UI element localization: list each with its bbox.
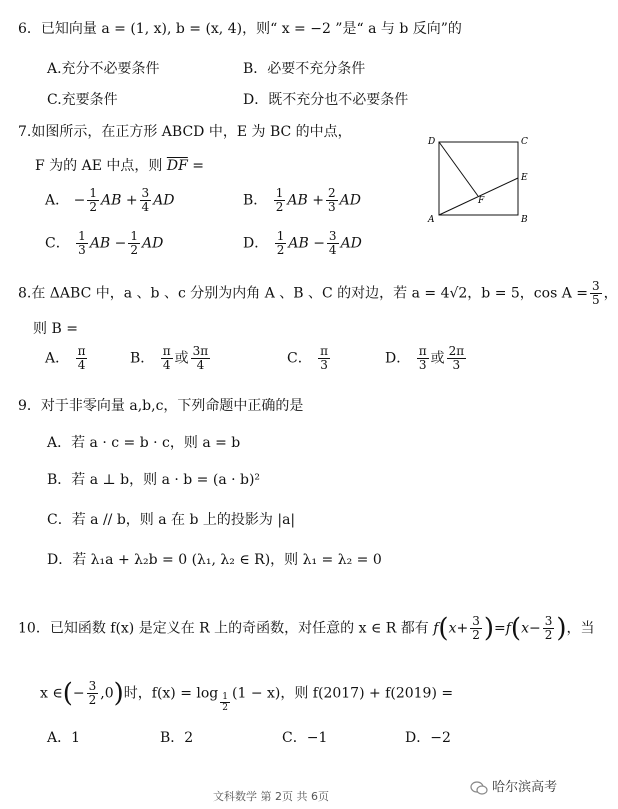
q8-c-frac: $\frac{\pi}{3}$: [320, 344, 329, 372]
q7-a-frac2: $\frac{3}{4}$: [141, 186, 150, 214]
page-footer: 文科数学 第 2页 共 6页: [213, 790, 329, 803]
q9-option-b: B．若 a ⊥ b，则 a · b = (a · b)²: [47, 472, 261, 488]
q6-option-a: A.充分不必要条件: [47, 61, 160, 77]
q10-frac-3-2-a: $\frac{3}{2}$: [472, 614, 480, 642]
label-b: B: [521, 215, 528, 225]
q6-option-d: D．既不充分也不必要条件: [243, 92, 409, 108]
q10-x-minus: x−: [521, 620, 541, 637]
q7-c-label: C．: [45, 235, 70, 252]
q10-comma: ，当: [566, 620, 595, 637]
q10-option-c: C．−1: [282, 730, 328, 746]
q8-option-a: [45, 345, 89, 372]
q7-stem-line2: [35, 155, 204, 175]
q10-stem2-end: (1 − x)，则 f(2017) + f(2019) =: [232, 685, 454, 702]
segment-df: [439, 142, 478, 196]
q8-stem1-text: 8.在 ΔABC 中，a 、b 、c 分别为内角 A 、B 、C 的对边，若 a = 4√2，b = 5，cos A =: [18, 285, 589, 302]
q7-a-vec-ab: AB: [100, 192, 122, 209]
q10-paren-close-1: ): [483, 613, 494, 644]
q10-option-b: B．2: [160, 730, 194, 746]
q7-vector-df: $\overline{DF}$: [166, 158, 188, 174]
q10-x-plus: x+: [448, 620, 469, 637]
q10-stem2-when: 时，f(x) = log: [123, 685, 219, 702]
q7-b-frac2: $\frac{2}{3}$: [327, 186, 336, 214]
q7-a-frac1: $\frac{1}{2}$: [89, 186, 97, 214]
q10-neg: −: [72, 685, 85, 702]
q10-paren-close-3: ): [113, 678, 124, 709]
q10-frac-3-2-b: $\frac{3}{2}$: [544, 614, 553, 642]
q10-stem1-text: 10．已知函数 f(x) 是定义在 R 上的奇函数，对任意的 x ∈ R 都有: [18, 620, 429, 637]
q7-option-d: [243, 230, 362, 257]
q7-a-vec-ad: AD: [153, 192, 175, 209]
q10-paren-open-1: (: [438, 613, 449, 644]
q10-option-a: A．1: [47, 730, 81, 746]
q8-option-c: [287, 345, 332, 372]
q7-a-minus: −: [73, 192, 86, 209]
q9-option-d: D．若 λ₁a + λ₂b = 0 (λ₁, λ₂ ∈ R)，则 λ₁ = λ₂ = 0: [47, 552, 382, 568]
q7-c-vec-ad: AD: [142, 235, 164, 252]
q8-b-frac2: $\frac{3\pi}{4}$: [192, 344, 209, 372]
q10-f2: f: [505, 620, 511, 637]
q10-option-d: D．−2: [405, 730, 451, 746]
q8-d-label: D．: [385, 350, 411, 367]
q8-stem1-end: ，: [603, 285, 618, 302]
q7-a-plus: +: [125, 192, 138, 209]
q8-d-frac1: $\frac{\pi}{3}$: [418, 344, 427, 372]
q7-c-frac1: $\frac{1}{3}$: [78, 229, 86, 257]
q7-a-label: A．: [45, 192, 70, 209]
q7-d-vec-ad: AD: [340, 235, 362, 252]
label-c: C: [521, 137, 528, 147]
q7-stem2-text: F 为的 AE 中点，则: [35, 158, 163, 174]
q7-c-frac2: $\frac{1}{2}$: [130, 229, 139, 257]
wechat-icon: [470, 780, 488, 796]
label-d: D: [428, 137, 436, 147]
q8-d-or: 或: [430, 350, 445, 367]
q6-option-b: B．必要不充分条件: [243, 61, 366, 77]
q7-c-minus: −: [114, 235, 127, 252]
q6-option-c: C.充要条件: [47, 92, 118, 108]
q10-frac-3-2-c: $\frac{3}{2}$: [88, 679, 97, 707]
q7-b-plus: +: [312, 192, 324, 209]
q8-cos-fraction: $\frac{3}{5}$: [592, 279, 600, 307]
q10-stem-line2: [40, 680, 453, 713]
q8-option-b: [130, 345, 212, 372]
q7-d-minus: −: [313, 235, 325, 252]
q9-option-c: C．若 a // b，则 a 在 b 上的投影为 |a|: [47, 512, 296, 528]
label-e: E: [521, 173, 528, 183]
q7-square-figure: [420, 132, 540, 228]
q7-b-vec-ab: AB: [287, 192, 308, 209]
q7-b-frac1: $\frac{1}{2}$: [275, 186, 284, 214]
q10-paren-open-2: (: [510, 613, 522, 644]
q7-b-label: B．: [243, 192, 268, 209]
watermark: [470, 776, 557, 796]
q7-option-a: [45, 187, 175, 214]
q8-b-frac1: $\frac{\pi}{4}$: [162, 344, 171, 372]
q7-d-label: D．: [243, 235, 269, 252]
q7-d-frac2: $\frac{3}{4}$: [328, 229, 337, 257]
q7-option-b: [243, 187, 361, 214]
q9-option-a: A．若 a · c = b · c，则 a = b: [47, 435, 241, 451]
q8-stem-line1: [18, 280, 618, 307]
q7-b-vec-ad: AD: [339, 192, 361, 209]
q7-d-frac1: $\frac{1}{2}$: [276, 229, 285, 257]
q10-eq: =: [494, 620, 506, 637]
q10-paren-close-2: ): [556, 613, 567, 644]
q10-log-base: $\frac{1}{2}$: [222, 691, 228, 713]
q8-a-frac: $\frac{\pi}{4}$: [77, 344, 86, 372]
q8-option-d: [385, 345, 468, 372]
q9-stem: 9．对于非零向量 a,b,c，下列命题中正确的是: [18, 398, 304, 414]
q10-x-in: x ∈: [40, 685, 63, 702]
q7-d-vec-ab: AB: [288, 235, 309, 252]
q8-d-frac2: $\frac{2\pi}{3}$: [448, 344, 465, 372]
q10-paren-open-3: (: [62, 678, 73, 709]
q7-stem-line1: 7.如图所示，在正方形 ABCD 中，E 为 BC 的中点，: [18, 124, 352, 140]
q10-f1: f: [433, 620, 439, 637]
q6-stem: 6．已知向量 a = (1, x), b = (x, 4)，则“ x = −2 ”是“ a 与 b 反向”的: [18, 21, 462, 37]
q7-option-c: [45, 230, 163, 257]
q8-a-label: A．: [45, 350, 70, 367]
q7-c-vec-ab: AB: [89, 235, 111, 252]
q10-zero: ,0: [100, 685, 114, 702]
label-f: F: [478, 196, 485, 206]
label-a: A: [428, 215, 435, 225]
q8-b-or: 或: [174, 350, 189, 367]
watermark-text: 哈尔滨高考: [492, 780, 558, 795]
q8-c-label: C．: [287, 350, 312, 367]
q10-stem-line1: [18, 615, 595, 642]
q8-b-label: B．: [130, 350, 155, 367]
q8-stem-line2: 则 B =: [33, 321, 78, 337]
q7-equals: =: [192, 158, 204, 174]
